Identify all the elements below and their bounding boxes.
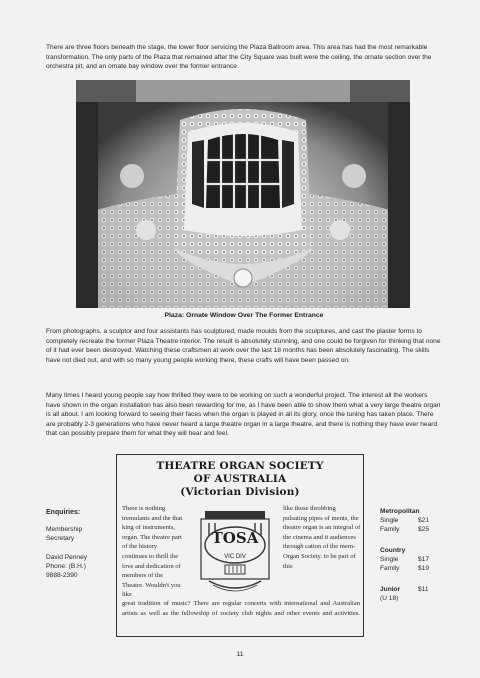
enquiries-contact-name: David Penney: [46, 554, 88, 561]
enquiries-phone-label: Phone: (B.H.): [46, 563, 86, 570]
tosa-advertisement: [116, 454, 364, 637]
country-single-price: $17: [418, 556, 430, 563]
enquiries-line-membership: Membership: [46, 526, 83, 533]
logo-sub-text: VIC DIV: [224, 554, 246, 560]
enquiries-line-secretary: Secretary: [46, 535, 75, 542]
photo-caption: Plaza: Ornate Window Over The Former Entrance: [164, 312, 324, 319]
country-family-price: $19: [418, 565, 430, 572]
advert-text-left: There is nothing tremulants and the that king of instruments, organ. The theatre part of the history continues to thrill the love and dedication of members of the Theatre. Wouldn't you like: [122, 505, 183, 599]
logo-text: TOSA: [211, 529, 259, 547]
metro-family-price: $25: [418, 526, 430, 533]
paragraph-1: There are three floors beneath the stage, the lower floor servicing the Plaza Ballroom area. This area has had the most remarkable transformation. The only parts of the Plaza that remained after the City Square was built were the ceiling, the ornate section over the orchestra pit, and an ornate bay window over the former entrance.: [46, 44, 432, 71]
metro-single-label: Single: [380, 517, 399, 524]
junior-heading: Junior: [380, 586, 401, 593]
country-single-label: Single: [380, 556, 399, 563]
advert-text-bottom: great tradition of music? There are regular concerts with international and Australian artists as well as the fellowship of society club nights and other events and activities.: [122, 600, 360, 617]
country-family-label: Family: [380, 565, 400, 572]
plaza-window-photo: [76, 80, 410, 308]
enquiries-heading: Enquiries:: [46, 509, 81, 516]
page-number: 11: [236, 651, 244, 658]
enquiries-phone-number: 9888-2390: [46, 572, 78, 579]
country-heading: Country: [380, 547, 406, 554]
metropolitan-heading: Metropolitan: [380, 508, 420, 515]
advert-title-2: OF AUSTRALIA: [193, 473, 287, 485]
advert-text-right: like those throbbing pulsating pipes of ments, the theatre organ is an integral of the cinema and it audiences through cation of the mem- Organ Society. to be part of this: [283, 505, 361, 570]
advert-title-3: (Victorian Division): [180, 486, 300, 498]
junior-age-note: (U 18): [380, 595, 399, 602]
junior-price: $11: [418, 586, 429, 593]
tosa-logo: [187, 505, 283, 599]
metro-family-label: Family: [380, 526, 400, 533]
advert-title-1: THEATRE ORGAN SOCIETY: [156, 460, 324, 472]
metro-single-price: $21: [418, 517, 430, 524]
paragraph-2: From photographs, a sculptor and four assistants has sculptured, made moulds from the sculptures, and cast the plaster forms to completely recreate the former Plaza Theatre interior. The result is absolutely stunning, and one could be forgiven for thinking that none of it had ever been destroyed. Watching these craftsmen at work over the last 18 months has been absolutely fascinating. The skills have not died out, and with so many young people working there, these crafts will have been passed on.: [46, 328, 441, 364]
paragraph-3: Many times I heard young people say how thrilled they were to be working on such a wonderful project. The interest all the workers have shown in the organ installation has also been rewarding for me, as I have been able to show them what a very large theatre organ is all about. I am looking forward to seeing their faces when the organ is played in all its glory, once the tuning has taken place. There are probably 2-3 generations who have never heard a large theatre organ in a large theatre, and there is nothing they have ever heard that can possibly prepare them for what they will hear and feel.: [46, 392, 441, 438]
